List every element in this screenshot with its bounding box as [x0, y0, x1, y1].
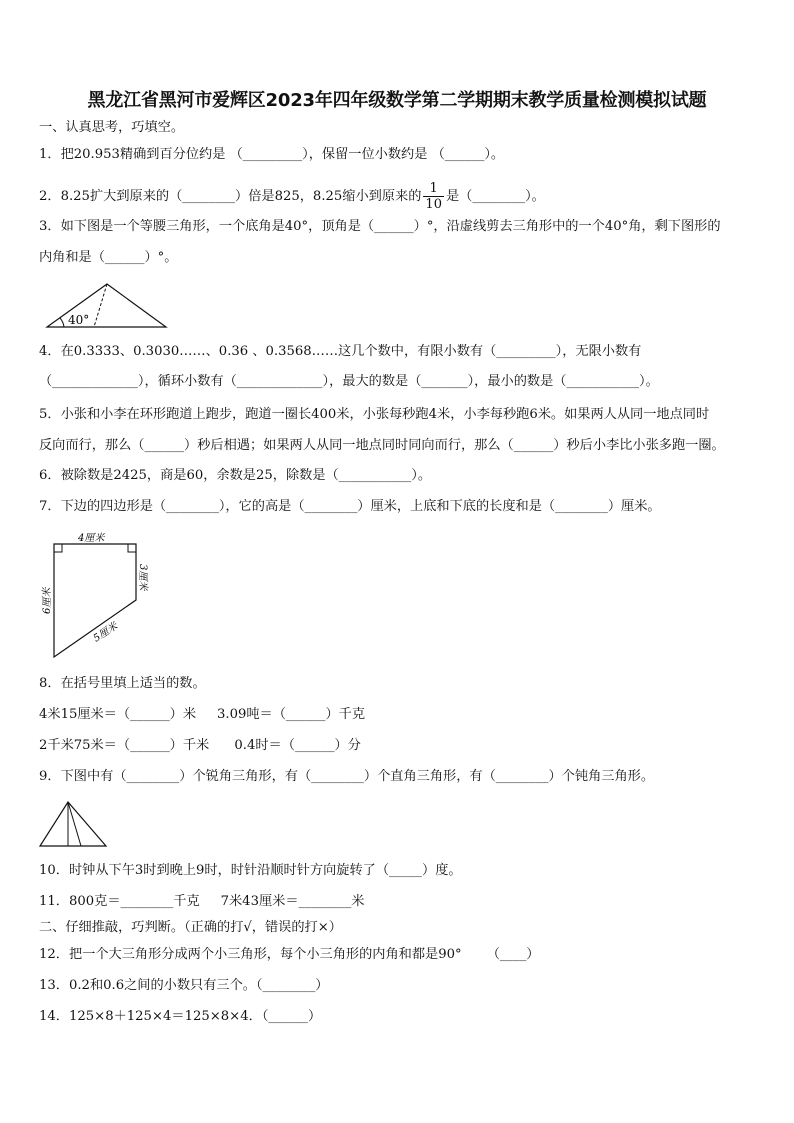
section-1-heading: 一、认真思考，巧填空。: [39, 120, 185, 135]
question-8: 8．在括号里填上适当的数。: [39, 676, 206, 691]
question-1: 1．把20.953精确到百分位约是 （_________），保留一位小数约是 （______）。: [39, 147, 505, 162]
question-13: 13．0.2和0.6之间的小数只有三个。（________）: [39, 978, 329, 993]
question-9: 9．下图中有（________）个锐角三角形，有（________）个直角三角形，有（________）个钝角三角形。: [39, 769, 655, 784]
question-5-line-2: 反向而行，那么（______）秒后相遇；如果两人从同一地点同时同向而行，那么（______）秒后小李比小张多跑一圈。: [39, 438, 725, 453]
question-4-line-1: 4．在0.3333、0.3030……、0.36 、0.3568……这几个数中，有限小数有（_________），无限小数有: [39, 344, 642, 359]
question-10: 10．时钟从下午3时到晚上9时，时针沿顺时针方向旋转了（_____）度。: [39, 863, 462, 878]
top-length-label: 4厘米: [78, 533, 105, 544]
page-title: 黑龙江省黑河市爱辉区2023年四年级数学第二学期期末教学质量检测模拟试题: [87, 90, 707, 111]
question-11: 11．800克＝________千克 7米43厘米＝________米: [39, 894, 365, 909]
fraction-one-tenth: $\frac{1}{10}$: [425, 181, 442, 212]
question-6: 6．被除数是2425，商是60，余数是25，除数是（___________）。: [39, 468, 432, 483]
isosceles-triangle-figure: [44, 281, 170, 331]
question-4-line-2: （_____________），循环小数有（_____________），最大的数是（_______），最小的数是（___________）。: [39, 374, 659, 389]
question-8-part-b: 2千米75米＝（______）千米 0.4时＝（______）分: [39, 738, 361, 753]
trapezoid-figure: [36, 530, 162, 662]
question-2: 2．8.25扩大到原来的（________）倍是825，8.25缩小到原来的 $\frac{1}{10}$ 是（________）。: [39, 181, 545, 212]
question-8-part-a: 4米15厘米＝（______）米 3.09吨＝（______）千克: [39, 707, 366, 722]
triangle-counting-figure: [38, 800, 108, 850]
question-12: 12．把一个大三角形分成两个小三角形，每个小三角形的内角和都是90° （____）: [39, 947, 540, 962]
question-5-line-1: 5．小张和小李在环形跑道上跑步，跑道一圈长400米，小张每秒跑4米，小李每秒跑6米。如果两人从同一地点同时: [39, 407, 710, 422]
angle-label: 40°: [68, 313, 90, 327]
slant-length-label: 5厘米: [91, 620, 120, 645]
right-length-label: 3厘米: [137, 564, 148, 591]
question-14: 14．125×8＋125×4＝125×8×4．（______）: [39, 1009, 322, 1024]
question-3-line-1: 3．如下图是一个等腰三角形，一个底角是40°，顶角是（______）°，沿虚线剪去三角形中的一个40°角，剩下图形的: [39, 219, 721, 234]
section-2-heading: 二、仔细推敲，巧判断。（正确的打√，错误的打×）: [39, 920, 342, 935]
left-length-label: 6厘米: [42, 587, 53, 614]
question-3-line-2: 内角和是（______）°。: [39, 250, 178, 265]
question-7: 7．下边的四边形是（________），它的高是（________）厘米，上底和下底的长度和是（________）厘米。: [39, 499, 661, 514]
